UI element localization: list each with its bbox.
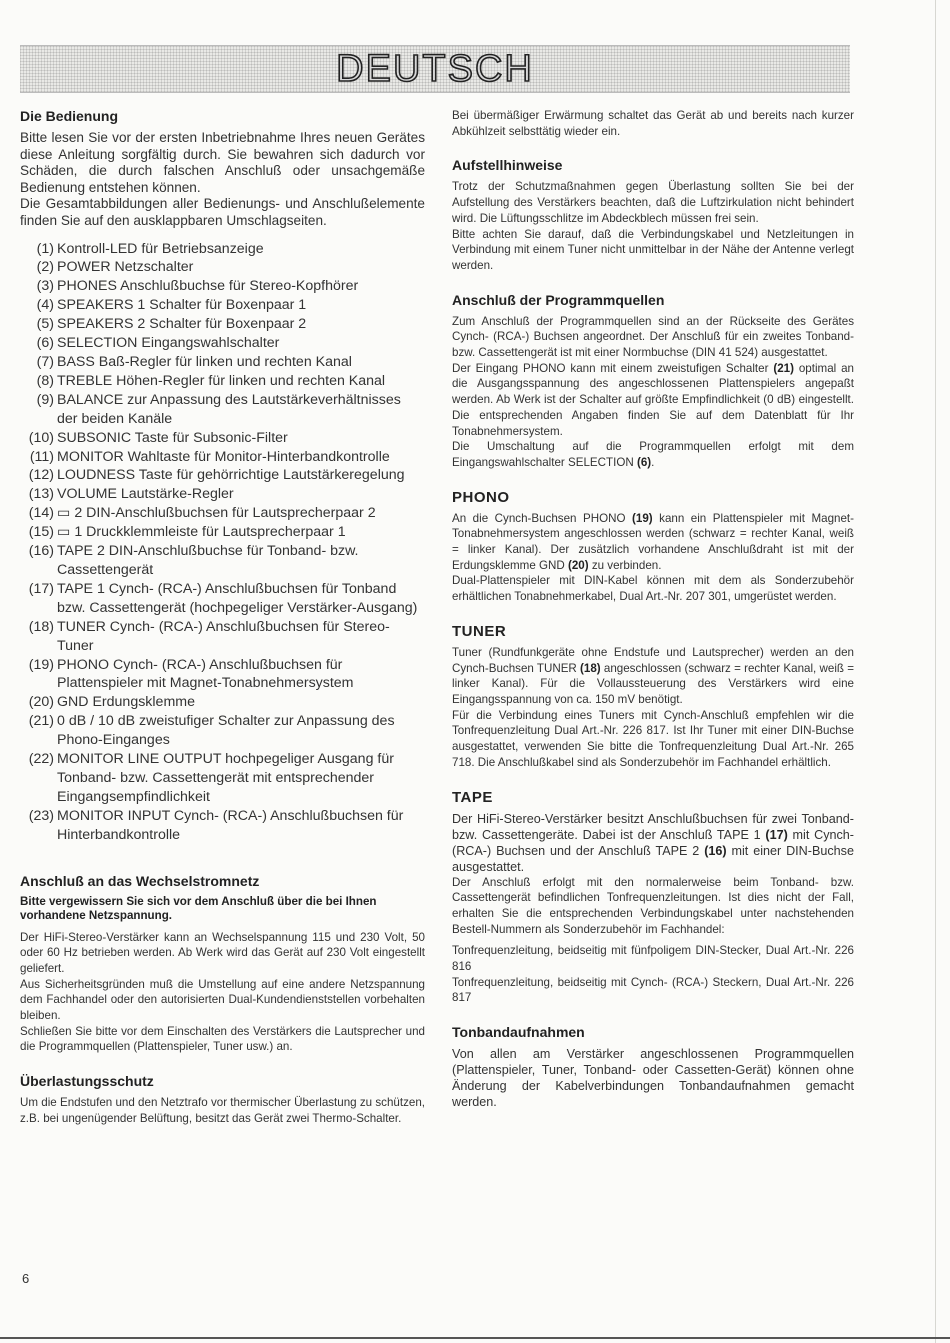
list-item xyxy=(20,485,425,504)
item-text: Kontroll-LED für Betriebsanzeige xyxy=(57,240,264,257)
item-number: (7) xyxy=(36,354,54,370)
item-number: (16) xyxy=(28,543,54,560)
item-text: VOLUME Lautstärke-Regler xyxy=(57,486,234,503)
heading-tuner: TUNER xyxy=(452,622,507,640)
heading-tonband: Tonbandaufnahmen xyxy=(452,1024,585,1041)
section-netz xyxy=(20,873,425,1056)
list-item xyxy=(20,750,425,807)
banner-title: DEUTSCH xyxy=(336,48,534,90)
item-text: TAPE 1 Cynch- (RCA-) Anschlußbuchsen für Tonband bzw. Cassettengerät (hochpegeliger Verstärker-Ausgang) xyxy=(57,580,418,616)
item-number: (13) xyxy=(28,486,54,503)
item-text: TAPE 2 DIN-Anschlußbuchse für Tonband- bzw. Cassettengerät xyxy=(57,543,359,578)
paragraph xyxy=(452,811,854,875)
netz-warning-note: Bitte vergewissern Sie sich vor dem Anschluß über die bei Ihnen vorhandene Netzspannung. xyxy=(20,894,377,923)
heading-bedienung: Die Bedienung xyxy=(20,108,119,124)
list-item xyxy=(20,448,425,467)
list-item xyxy=(20,466,425,485)
heading-phono: PHONO xyxy=(452,488,510,506)
paragraph: Der HiFi-Stereo-Verstärker kann an Wechselspannung 115 und 230 Volt, 50 oder 60 Hz betrieben werden. Ab Werk wird das Gerät auf 230 Volt eingestellt geliefert. xyxy=(20,930,425,975)
section-phono xyxy=(452,489,854,605)
reference-number: (16) xyxy=(704,843,727,858)
paragraph: Aus Sicherheitsgründen muß die Umstellung auf eine andere Netzspannung dem Fachhandel oder den autorisierten Dual-Kundendienststellen vorbehalten bleiben. xyxy=(20,977,425,1023)
paragraph: Um die Endstufen und den Netztrafo vor thermischer Überlastung zu schützen, z.B. bei ungenügender Belüftung, besitzt das Gerät zwei Thermo-Schalter. xyxy=(20,1096,425,1125)
reference-number: (6) xyxy=(636,455,652,469)
list-item xyxy=(20,391,425,429)
paragraph: Bei übermäßiger Erwärmung schaltet das Gerät ab und bereits nach kurzer Abkühlzeit selbsttätig wieder ein. xyxy=(452,109,854,138)
section-bedienung xyxy=(20,108,425,230)
reference-number: (17) xyxy=(765,827,788,842)
control-list xyxy=(20,240,425,845)
item-text: GND Erdungsklemme xyxy=(57,694,195,711)
reference-number: (19) xyxy=(632,511,653,525)
list-item xyxy=(20,353,425,372)
paragraph: Dual-Plattenspieler mit DIN-Kabel können mit dem als Sonderzubehör erhältlichen Tonabnehmerkabel, Dual Art.-Nr. 207 301, umgerüstet werden. xyxy=(452,574,854,604)
footer-rule xyxy=(0,1337,950,1339)
heading-netz: Anschluß an das Wechselstromnetz xyxy=(20,872,260,889)
item-text: POWER Netzschalter xyxy=(57,259,194,276)
reference-number: (18) xyxy=(580,661,601,675)
paragraph xyxy=(452,645,854,708)
list-item xyxy=(20,523,425,542)
right-column xyxy=(452,108,854,1110)
item-number: (21) xyxy=(28,713,54,730)
item-text: SUBSONIC Taste für Subsonic-Filter xyxy=(57,429,288,446)
item-text: ▭ 1 Druckklemmleiste für Lautsprecherpaar 1 xyxy=(57,524,346,541)
item-text: SPEAKERS 1 Schalter für Boxenpaar 1 xyxy=(57,297,307,314)
list-item xyxy=(20,693,425,712)
list-item xyxy=(20,429,425,448)
list-item xyxy=(20,277,425,296)
item-number: (2) xyxy=(36,259,54,276)
list-item xyxy=(20,258,425,277)
text-run: An die Cynch-Buchsen PHONO xyxy=(452,511,633,525)
list-item xyxy=(20,542,425,580)
text-run: angeschlossen (schwarz = rechter Kanal, weiß = linker Kanal). Für die Vollaussteuerung des Verstärkers wird eine Eingangsspannung von ca. 150 mV benötigt. xyxy=(452,661,854,706)
section-tonband xyxy=(452,1024,854,1110)
cable-order-entry: Tonfrequenzleitung, beidseitig mit Cynch- (RCA-) Steckern, Dual Art.-Nr. 226 817 xyxy=(452,975,854,1005)
item-number: (8) xyxy=(36,372,54,389)
item-text: TUNER Cynch- (RCA-) Anschlußbuchsen für Stereo-Tuner xyxy=(57,618,390,654)
item-text: SPEAKERS 2 Schalter für Boxenpaar 2 xyxy=(57,316,307,333)
item-number: (23) xyxy=(28,807,54,824)
item-text: SELECTION Eingangswahlschalter xyxy=(57,335,280,352)
paragraph xyxy=(452,361,854,440)
spacer xyxy=(452,471,854,489)
item-number: (18) xyxy=(28,618,54,635)
item-text: MONITOR LINE OUTPUT hochpegeliger Ausgang für Tonband- bzw. Cassettengerät mit entsprechender Eingangsempfindlichkeit xyxy=(57,751,394,805)
section-tuner xyxy=(452,623,854,771)
list-item xyxy=(20,656,425,694)
paragraph: Bitte lesen Sie vor der ersten Inbetriebnahme Ihres neuen Gerätes diese Anleitung sorgfältig durch. Sie bewahren sich dadurch vor Schäden, die durch falschen Anschluß oder unsachgemäße Bedienung entstehen können. xyxy=(20,130,425,195)
text-run: Der Eingang PHONO kann mit einem zweistufigen Schalter xyxy=(452,361,774,375)
heading-programm: Anschluß der Programmquellen xyxy=(452,291,665,308)
heading-ueberlast: Überlastungsschutz xyxy=(20,1073,154,1090)
item-number: (5) xyxy=(36,316,54,333)
list-item xyxy=(20,580,425,618)
paragraph: Die Gesamtabbildungen aller Bedienungs- und Anschlußelemente finden Sie auf den ausklappbaren Umschlagseiten. xyxy=(20,196,425,228)
text-run: zu verbinden. xyxy=(588,558,662,572)
item-number: (19) xyxy=(28,656,54,673)
list-item xyxy=(20,504,425,523)
item-number: (17) xyxy=(28,580,54,597)
item-number: (15) xyxy=(28,524,54,541)
item-number: (12) xyxy=(28,467,54,484)
item-text: PHONES Anschlußbuchse für Stereo-Kopfhörer xyxy=(57,278,359,295)
item-text: BASS Baß-Regler für linken und rechten Kanal xyxy=(57,354,352,370)
list-item xyxy=(20,712,425,750)
reference-number: (20) xyxy=(567,558,589,572)
cable-order-entry: Tonfrequenzleitung, beidseitig mit fünfpoligem DIN-Stecker, Dual Art.-Nr. 226 816 xyxy=(452,944,854,974)
list-item xyxy=(20,296,425,315)
section-ueberlast xyxy=(20,1073,425,1126)
spacer xyxy=(452,771,854,789)
text-run: mit einer DIN-Buchse ausgestattet. xyxy=(452,843,854,874)
heading-tape: TAPE xyxy=(452,788,493,806)
reference-number: (21) xyxy=(773,361,794,375)
item-text: MONITOR Wahltaste für Monitor-Hinterbandkontrolle xyxy=(57,448,390,465)
paragraph: Der Anschluß erfolgt mit den normalerweise beim Tonband- bzw. Cassettengerät befindlichen Tonfrequenzleitungen. Ist dies nicht der Fall, erhalten Sie die entsprechenden Verbindungskabel unter nachstehenden Bestell-Nummern als Sonderzubehör im Fachhandel: xyxy=(452,875,854,936)
paragraph: Zum Anschluß der Programmquellen sind an der Rückseite des Gerätes Cynch- (RCA-) Buchsen angeordnet. Der Anschluß für ein zweites Tonband- bzw. Cassettengerät ist mit einer Normbuchse (DIN 41 524) ausgestattet. xyxy=(452,314,854,360)
text-run: kann ein Plattenspieler mit Magnet-Tonabnehmersystem angeschlossen werden (schwarz = rechter Kanal, weiß = linker Kanal). Der zusätzlich vorhandene Anschlußdraht ist mit der Erdungsklemme GND xyxy=(452,511,854,572)
page-number: 6 xyxy=(22,1271,30,1286)
section-programm xyxy=(452,292,854,471)
item-number: (20) xyxy=(28,694,54,711)
item-number: (1) xyxy=(36,240,54,257)
list-item xyxy=(20,334,425,353)
item-number: (9) xyxy=(36,391,54,408)
item-text: MONITOR INPUT Cynch- (RCA-) Anschlußbuchsen für Hinterbandkontrolle xyxy=(57,807,404,843)
paragraph: Schließen Sie bitte vor dem Einschalten des Verstärkers die Lautsprecher und die Programmquellen (Plattenspieler, Tuner usw.) an. xyxy=(20,1024,425,1054)
list-item xyxy=(20,618,425,656)
list-item xyxy=(20,240,425,259)
section-aufstell xyxy=(452,157,854,273)
page-edge-line xyxy=(935,0,936,1343)
spacer xyxy=(452,274,854,292)
spacer xyxy=(452,1006,854,1024)
spacer xyxy=(452,139,854,157)
text-run: Die Umschaltung auf die Programmquellen erfolgt mit dem Eingangswahlschalter SELECTION xyxy=(452,440,854,469)
item-text: BALANCE zur Anpassung des Lautstärkeverhältnisses der beiden Kanäle xyxy=(57,391,401,427)
spacer xyxy=(452,605,854,623)
item-text: LOUDNESS Taste für gehörrichtige Lautstärkeregelung xyxy=(57,467,405,484)
paragraph xyxy=(452,511,854,574)
item-number: (14) xyxy=(28,505,54,522)
item-number: (10) xyxy=(28,429,54,446)
item-number: (3) xyxy=(36,278,54,295)
spacer xyxy=(20,1055,425,1073)
language-banner xyxy=(20,45,850,93)
text-run: optimal an die Ausgangsspannung des angeschlossenen Plattenspielers angepaßt werden. Ab Werk ist der Schalter auf größte Empfindlichkeit (0 dB) eingestellt. Die entsprechenden Angaben finden Sie auf dem Datenblatt für Ihr Tonabnehmersystem. xyxy=(452,361,854,438)
item-text: TREBLE Höhen-Regler für linken und rechten Kanal xyxy=(57,372,386,389)
paragraph: Für die Verbindung eines Tuners mit Cynch-Anschluß empfehlen wir die Tonfrequenzleitung Dual Art.-Nr. 226 817. Ist Ihr Tuner mit einer DIN-Buchse ausgestattet, verwenden Sie bitte die Tonfrequenzleitung Dual Art.-Nr. 265 718. Die Anschlußkabel sind als Sonderzubehör im Fachhandel erhältlich. xyxy=(452,708,854,769)
text-run: Der HiFi-Stereo-Verstärker besitzt Anschlußbuchsen für zwei Tonband- bzw. Cassettengeräte. Dabei ist der Anschluß TAPE 1 xyxy=(452,811,854,842)
left-column xyxy=(20,108,425,1127)
text-run: Tuner (Rundfunkgeräte ohne Endstufe und Lautsprecher) werden an den Cynch-Buchsen TUNER xyxy=(452,645,854,675)
text-run: mit Cynch- (RCA-) Buchsen und der Anschluß TAPE 2 xyxy=(452,827,854,858)
text-run: . xyxy=(651,455,655,469)
section-tape xyxy=(452,789,854,1007)
item-number: (4) xyxy=(36,297,54,314)
item-number: (11) xyxy=(29,448,54,465)
paragraph: Von allen am Verstärker angeschlossenen Programmquellen (Plattenspieler, Tuner, Tonband- oder Cassetten-Gerät) können ohne Änderung der Kabelverbindungen Tonbandaufnahmen gemacht werden. xyxy=(452,1047,854,1110)
item-text: 0 dB / 10 dB zweistufiger Schalter zur Anpassung des Phono-Einganges xyxy=(57,713,395,749)
paragraph xyxy=(452,439,854,470)
spacer xyxy=(20,845,425,873)
item-text: PHONO Cynch- (RCA-) Anschlußbuchsen für Plattenspieler mit Magnet-Tonabnehmersystem xyxy=(57,656,354,692)
list-item xyxy=(20,372,425,391)
list-item xyxy=(20,807,425,845)
paragraph: Trotz der Schutzmaßnahmen gegen Überlastung sollten Sie bei der Aufstellung des Verstärkers beachten, daß die Luftzirkulation nicht behindert wird. Die Lüftungsschlitze im Abdeckblech müssen frei sein. xyxy=(452,180,854,225)
heading-aufstell: Aufstellhinweise xyxy=(452,157,563,174)
item-number: (6) xyxy=(36,335,54,352)
item-text: ▭ 2 DIN-Anschlußbuchsen für Lautsprecherpaar 2 xyxy=(57,505,376,522)
paragraph: Bitte achten Sie darauf, daß die Verbindungskabel und Netzleitungen in Verbindung mit einem Tuner nicht unmittelbar in der Nähe der Antenne verlegt werden. xyxy=(452,227,854,272)
list-item xyxy=(20,315,425,334)
item-number: (22) xyxy=(28,751,54,768)
